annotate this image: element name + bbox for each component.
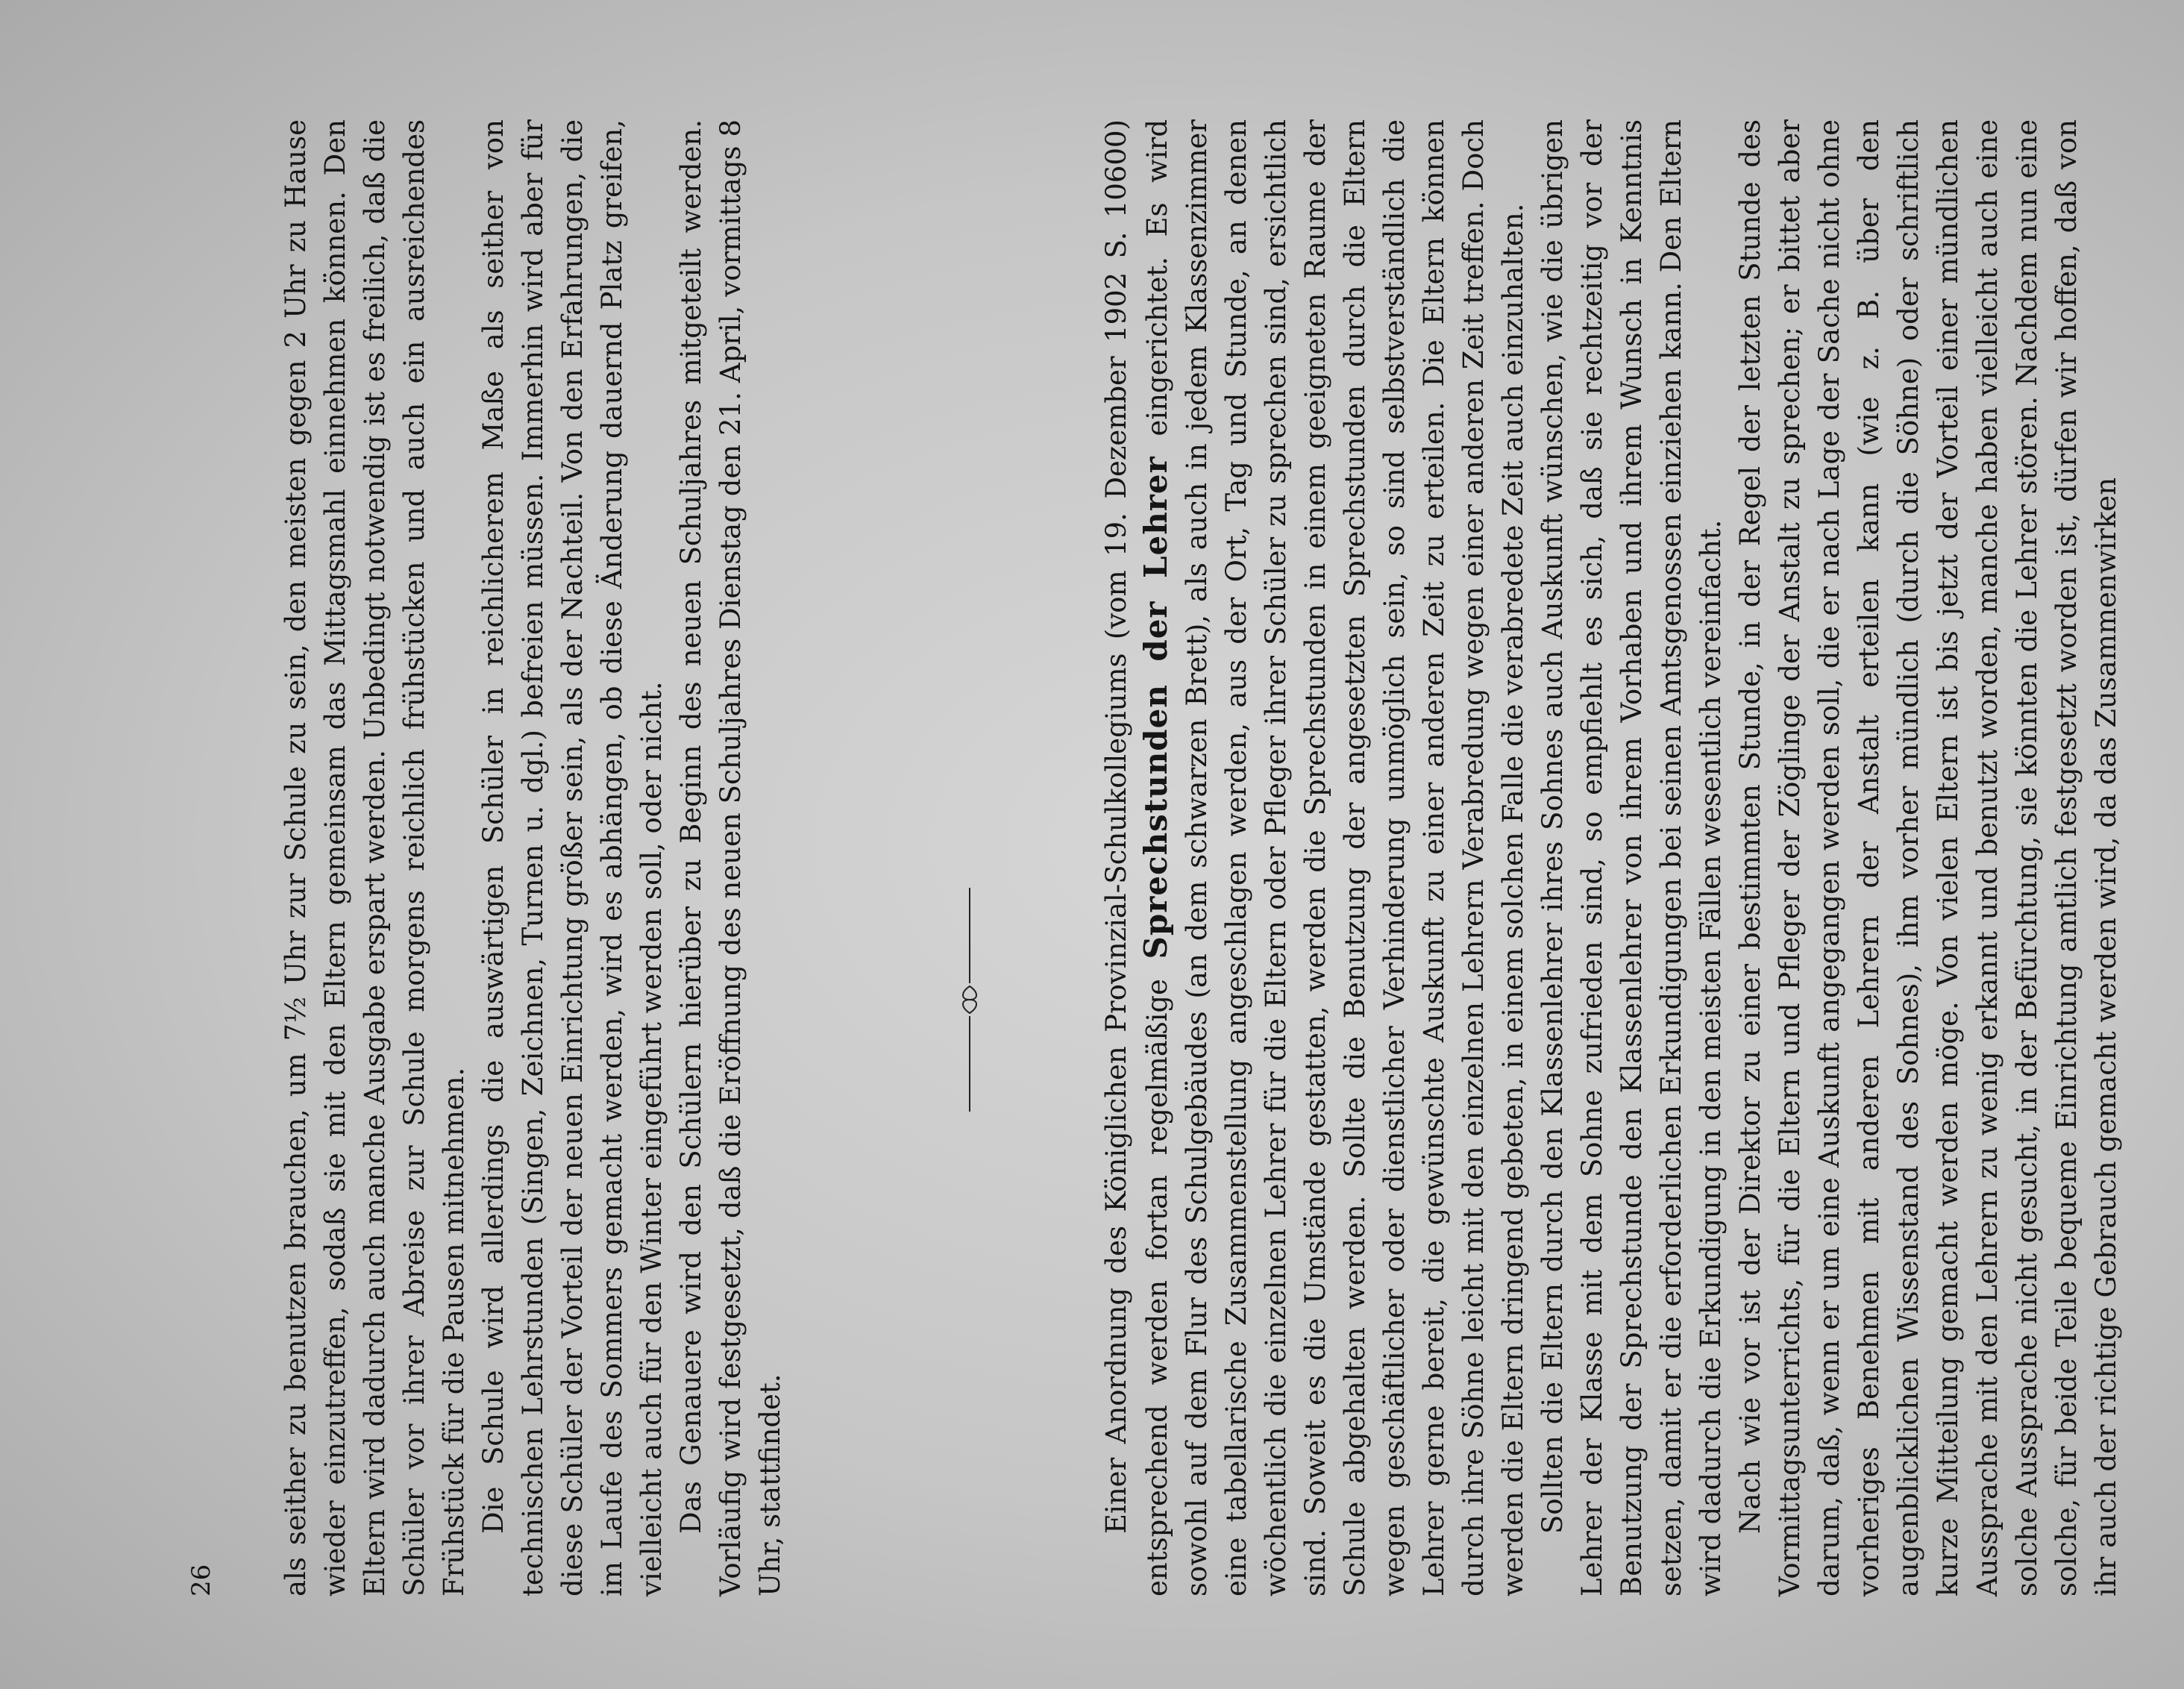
section-divider-ornament [955, 888, 985, 1112]
paragraph: Nach wie vor ist der Direktor zu einer bestimmten Stunde, in der Regel der letzten Stunde des Vormittagsunterrichts, für die Eltern und Pfleger der Zöglinge der Anstalt zu sprechen; er bittet aber darum, daß, wenn er um eine Auskunft angegangen werden soll, die er nach Lage der Sache nicht ohne vorheriges Benehmen mit anderen Lehrern der Anstalt erteilen kann (wie z. B. über den augenblicklichen Wissenstand des Sohnes), ihm vorher mündlich (durch die Söhne) oder schriftlich kurze Mitteilung gemacht werden möge. Von vielen Eltern ist bis jetzt der Vorteil einer mündlichen Aussprache mit den Lehrern zu wenig erkannt und benutzt worden, manche haben vielleicht auch eine solche Aussprache nicht gesucht, in der Befürchtung, sie könnten die Lehrer stören. Nachdem nun eine solche, für beide Teile bequeme Einrichtung amtlich festgesetzt worden ist, dürfen wir hoffen, daß von ihr auch der richtige Gebrauch gemacht werden wird, da das Zusammenwirken [1734, 119, 2122, 1596]
paragraph: als seither zu benutzen brauchen, um 7½ Uhr zur Schule zu sein, den meisten gegen 2 Uhr zu Hause wieder einzutreffen, sodaß sie mit den Eltern gemeinsam das Mittagsmahl einnehmen können. Den Eltern wird dadurch auch manche Ausgabe erspart werden. Unbedingt notwendig ist es freilich, daß die Schüler vor ihrer Abreise zur Schule morgens reichlich frühstücken und auch ein ausreichendes Frühstück für die Pausen mitnehmen. [280, 119, 470, 1596]
intro-text-continued: eingerichtet. Es wird sowohl auf dem Flur des Schulgebäudes (an dem schwarzen Brett), als auch in jedem Klassenzimmer eine tabellarische Zusammenstellung angeschlagen werden, aus der Ort, Tag und Stunde, an denen wöchentlich die einzelnen Lehrer für die Eltern oder Pfleger ihrer Schüler zu sprechen sind, ersichtlich sind. Soweit es die Umstände gestatten, werden die Sprechstunden in einem geeigneten Raume der Schule abgehalten werden. Sollte die Benutzung der angesetzten Sprechstunden durch die Eltern wegen geschäftlicher oder dienstlicher Verhinderung unmöglich sein, so sind selbstverständlich die Lehrer gerne bereit, die gewünschte Auskunft zu einer anderen Zeit zu erteilen. Die Eltern können durch ihre Söhne leicht mit den einzelnen Lehrern Verabredung wegen einer anderen Zeit treffen. Doch werden die Eltern dringend gebeten, in einem solchen Falle die verabredete Zeit auch einzuhalten. [1141, 119, 1529, 1596]
intro-text: Einer Anordnung des Königlichen Provinzial-Schulkollegiums (vom 19. Dezember 1902 S. 10600) entsprechend werden fortan regelmäßige [1100, 119, 1173, 1596]
rotated-page-content [186, 119, 2122, 1596]
paragraph-intro [1096, 119, 1533, 1596]
paragraph: Die Schule wird allerdings die auswärtigen Schüler in reichlicherem Maße als seither von technischen Lehrstunden (Singen, Zeichnen, Turnen u. dgl.) befreien müssen. Immerhin wird aber für diese Schüler der Vorteil der neuen Einrichtung größer sein, als der Nachteil. Von den Erfahrungen, die im Laufe des Sommers gemacht werden, wird es abhängen, ob diese Änderung dauernd Platz greifen, vielleicht auch für den Winter eingeführt werden soll, oder nicht. [477, 119, 668, 1596]
divider-ornament-icon [955, 888, 985, 1112]
paragraph: Das Genauere wird den Schülern hierüber zu Beginn des neuen Schuljahres mitgeteilt werden. Vorläufig wird festgesetzt, daß die Eröffnung des neuen Schuljahres Dienstag den 21. April, vormittags 8 Uhr, stattfindet. [675, 119, 786, 1596]
paragraph: Sollten die Eltern durch den Klassenlehrer ihres Sohnes auch Auskunft wünschen, wie die übrigen Lehrer der Klasse mit dem Sohne zufrieden sind, so empfiehlt es sich, daß sie rechtzeitig vor der Benutzung der Sprechstunde den Klassenlehrer von ihrem Vorhaben und ihrem Wunsch in Kenntnis setzen, damit er die erforderlichen Erkundigungen bei seinen Amtsgenossen einziehen kann. Den Eltern wird dadurch die Erkundigung in den meisten Fällen wesentlich vereinfacht. [1537, 119, 1727, 1596]
section-school-hours [276, 119, 790, 1596]
page-number: 26 [186, 1564, 216, 1596]
section-teacher-office-hours [1096, 119, 2126, 1596]
bold-heading: Sprechstunden der Lehrer [1138, 456, 1174, 959]
